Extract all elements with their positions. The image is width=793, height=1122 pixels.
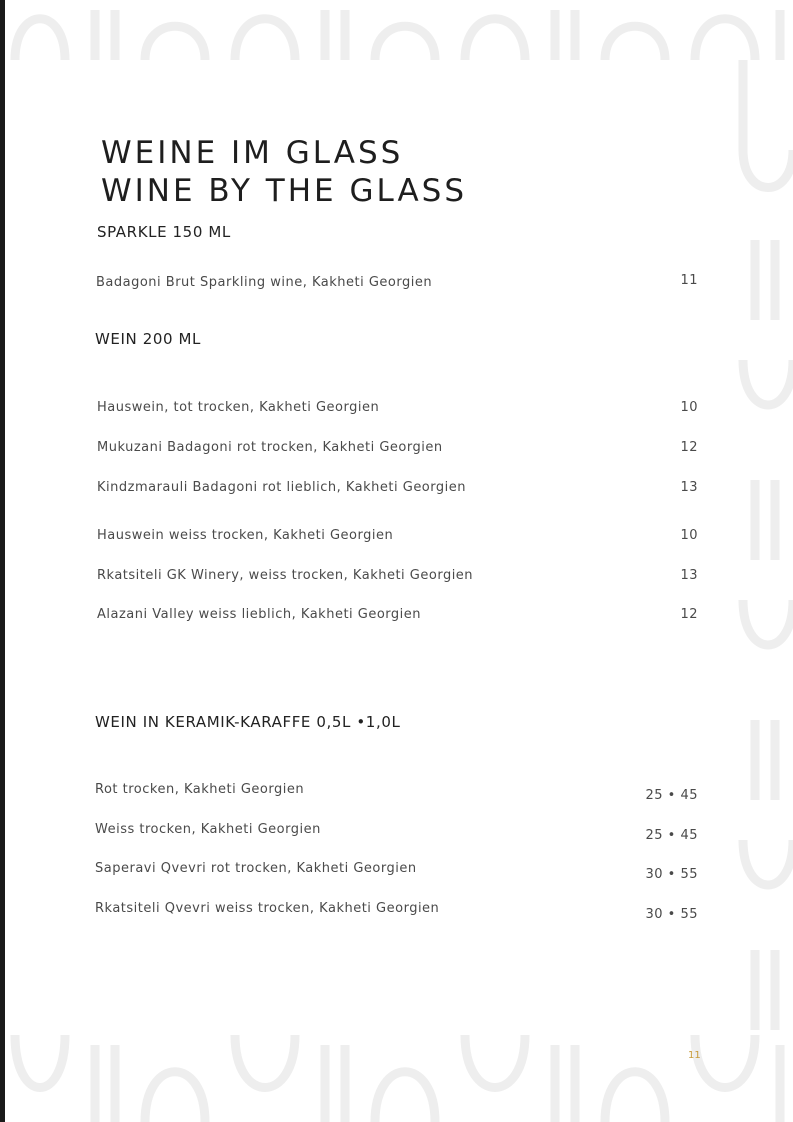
page-number: 11 <box>688 1050 701 1061</box>
title-line-german: WEINE IM GLASS <box>101 135 404 171</box>
menu-item-price: 30 • 55 <box>645 867 698 882</box>
menu-item-price: 25 • 45 <box>645 828 698 843</box>
menu-item-name: Rkatsiteli GK Winery, weiss trocken, Kakheti Georgien <box>97 568 474 583</box>
menu-item-name: Kindzmarauli Badagoni rot lieblich, Kakheti Georgien <box>97 480 466 495</box>
menu-item-name: Hauswein weiss trocken, Kakheti Georgien <box>97 528 394 543</box>
decorative-pattern-right <box>735 60 793 1040</box>
menu-item-price: 30 • 55 <box>645 907 698 922</box>
menu-item-name: Hauswein, tot trocken, Kakheti Georgien <box>97 400 380 415</box>
menu-item-name: Rot trocken, Kakheti Georgien <box>95 782 305 797</box>
menu-item-price: 10 <box>680 528 698 543</box>
menu-item-price: 13 <box>680 480 698 495</box>
decorative-pattern-top <box>5 0 793 60</box>
menu-item-name: Saperavi Qvevri rot trocken, Kakheti Georgien <box>95 861 417 876</box>
menu-item-price: 13 <box>680 568 698 583</box>
menu-item-price: 12 <box>680 607 698 622</box>
page-title <box>101 134 467 210</box>
menu-item-name: Weiss trocken, Kakheti Georgien <box>95 822 321 837</box>
menu-item-price: 12 <box>680 440 698 455</box>
menu-item-price: 25 • 45 <box>645 788 698 803</box>
menu-item-price: 11 <box>680 273 698 288</box>
section-heading-karaffe: WEIN IN KERAMIK-KARAFFE 0,5L •1,0L <box>95 713 401 731</box>
menu-item-name: Mukuzani Badagoni rot trocken, Kakheti Georgien <box>97 440 443 455</box>
menu-item-name: Alazani Valley weiss lieblich, Kakheti Georgien <box>97 607 422 622</box>
section-heading-sparkle: SPARKLE 150 ML <box>97 223 231 241</box>
decorative-pattern-bottom <box>5 1035 793 1122</box>
menu-item-name: Badagoni Brut Sparkling wine, Kakheti Georgien <box>96 275 433 290</box>
menu-item-name: Rkatsiteli Qvevri weiss trocken, Kakheti Georgien <box>95 901 440 916</box>
section-heading-wein: WEIN 200 ML <box>95 330 202 348</box>
menu-item-price: 10 <box>680 400 698 415</box>
left-border-bar <box>0 0 5 1122</box>
title-line-english: WINE BY THE GLASS <box>101 173 468 209</box>
